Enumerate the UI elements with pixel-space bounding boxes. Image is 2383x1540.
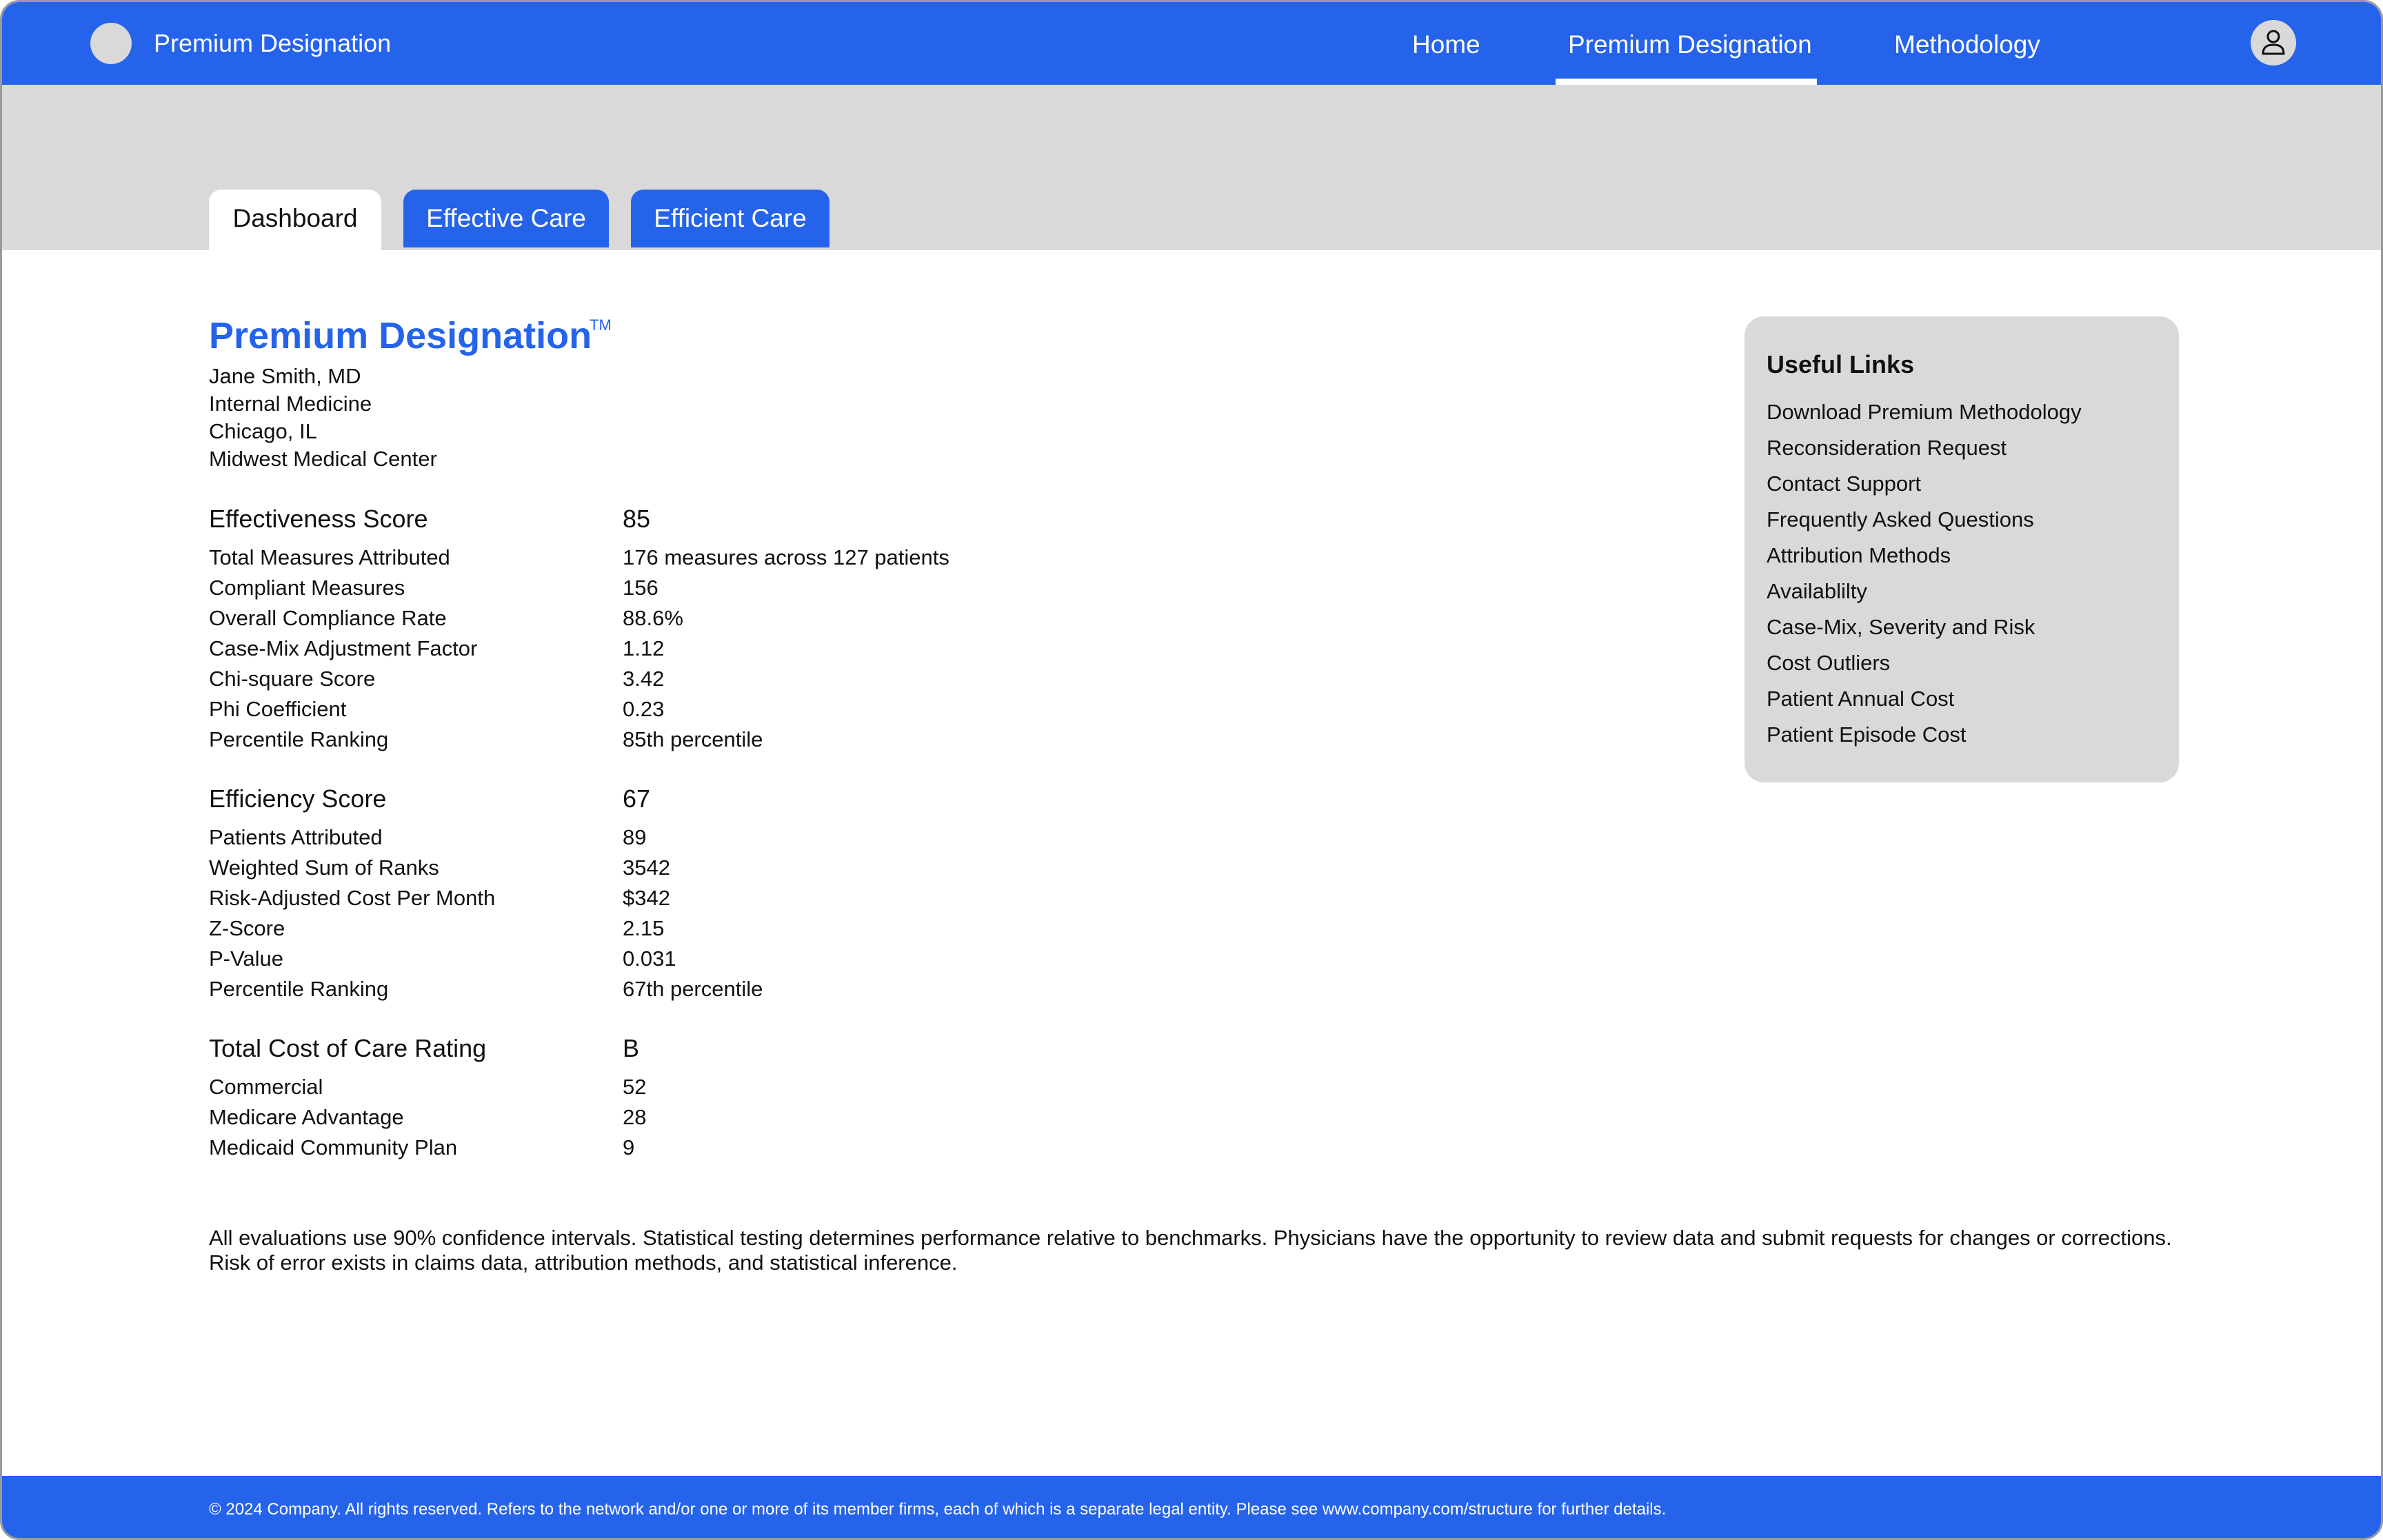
- nav-link-methodology[interactable]: Methodology: [1894, 30, 2040, 59]
- physician-name: Jane Smith, MD: [209, 364, 361, 388]
- metric-value: 0.031: [623, 946, 676, 971]
- link-contact-support[interactable]: Contact Support: [1767, 472, 1922, 496]
- top-navigation-bar: [2, 2, 2381, 85]
- metric-value: 88.6%: [623, 606, 683, 630]
- metric-value: 52: [623, 1075, 647, 1099]
- metric-label: Chi-square Score: [209, 667, 376, 691]
- disclaimer-text: All evaluations use 90% confidence intervals. Statistical testing determines performance relative to benchmarks. Physicians have the opportunity to review data and submit requests for changes or corrections. Risk of error exists in claims data, attribution methods, and statistical inference.: [209, 1226, 2172, 1275]
- metric-label: Weighted Sum of Ranks: [209, 855, 439, 880]
- total-cost-rating-value: B: [623, 1034, 640, 1062]
- metric-value: 176 measures across 127 patients: [623, 545, 949, 569]
- metric-label: Commercial: [209, 1075, 323, 1099]
- metric-label: Medicaid Community Plan: [209, 1135, 458, 1159]
- useful-links-title: Useful Links: [1767, 350, 1915, 378]
- nav-link-home[interactable]: Home: [1412, 30, 1480, 59]
- link-case-mix-severity-risk[interactable]: Case-Mix, Severity and Risk: [1767, 615, 2035, 639]
- metric-label: Percentile Ranking: [209, 727, 389, 751]
- tab-dashboard[interactable]: Dashboard: [209, 190, 381, 250]
- metric-label: Overall Compliance Rate: [209, 606, 447, 630]
- efficiency-score-value: 67: [623, 784, 651, 813]
- metric-label: Compliant Measures: [209, 576, 405, 600]
- link-availability[interactable]: Availablilty: [1767, 579, 1867, 603]
- link-cost-outliers[interactable]: Cost Outliers: [1767, 651, 1891, 675]
- metric-value: 28: [623, 1105, 647, 1129]
- nav-link-premium-designation[interactable]: Premium Designation: [1568, 30, 1812, 59]
- physician-location: Chicago, IL: [209, 419, 317, 443]
- tab-efficient-care[interactable]: Efficient Care: [631, 190, 829, 247]
- total-cost-rating-label: Total Cost of Care Rating: [209, 1034, 487, 1062]
- metric-label: Patients Attributed: [209, 825, 383, 849]
- metric-value: 1.12: [623, 636, 665, 660]
- effectiveness-score-label: Effectiveness Score: [209, 505, 428, 533]
- link-attribution-methods[interactable]: Attribution Methods: [1767, 543, 1951, 567]
- footer: [2, 1476, 2381, 1540]
- metric-label: Risk-Adjusted Cost Per Month: [209, 886, 496, 910]
- circle-logo-icon: [90, 23, 132, 64]
- metric-label: P-Value: [209, 946, 283, 971]
- efficiency-score-label: Efficiency Score: [209, 784, 387, 813]
- metric-value: 156: [623, 576, 658, 600]
- metric-value: 0.23: [623, 697, 665, 721]
- metric-value: 67th percentile: [623, 977, 763, 1001]
- metric-value: 3542: [623, 855, 670, 880]
- physician-specialty: Internal Medicine: [209, 392, 372, 416]
- app-title: Premium Designation: [154, 29, 392, 57]
- metric-value: 9: [623, 1135, 635, 1159]
- user-avatar-icon[interactable]: [2251, 20, 2296, 65]
- link-download-premium-methodology[interactable]: Download Premium Methodology: [1767, 400, 2082, 424]
- metric-value: 2.15: [623, 916, 665, 940]
- link-faq[interactable]: Frequently Asked Questions: [1767, 507, 2034, 531]
- physician-organization: Midwest Medical Center: [209, 447, 437, 471]
- active-nav-indicator: [1556, 79, 1817, 85]
- metric-value: 3.42: [623, 667, 665, 691]
- metric-label: Z-Score: [209, 916, 285, 940]
- metric-value: $342: [623, 886, 670, 910]
- trademark-symbol: TM: [590, 316, 612, 334]
- metric-label: Total Measures Attributed: [209, 545, 450, 569]
- metric-label: Medicare Advantage: [209, 1105, 404, 1129]
- effectiveness-score-value: 85: [623, 505, 651, 533]
- link-patient-episode-cost[interactable]: Patient Episode Cost: [1767, 722, 1967, 747]
- metric-label: Percentile Ranking: [209, 977, 389, 1001]
- tab-effective-care[interactable]: Effective Care: [403, 190, 609, 247]
- link-reconsideration-request[interactable]: Reconsideration Request: [1767, 436, 2007, 460]
- metric-label: Case-Mix Adjustment Factor: [209, 636, 478, 660]
- page-title: Premium Designation: [209, 315, 592, 356]
- footer-text: © 2024 Company. All rights reserved. Refers to the network and/or one or more of its member firms, each of which is a separate legal entity. Please see www.company.com/structure for further details.: [209, 1500, 1667, 1519]
- metric-value: 89: [623, 825, 647, 849]
- useful-links-panel: [1744, 316, 2179, 782]
- metric-value: 85th percentile: [623, 727, 763, 751]
- link-patient-annual-cost[interactable]: Patient Annual Cost: [1767, 687, 1955, 711]
- metric-label: Phi Coefficient: [209, 697, 347, 721]
